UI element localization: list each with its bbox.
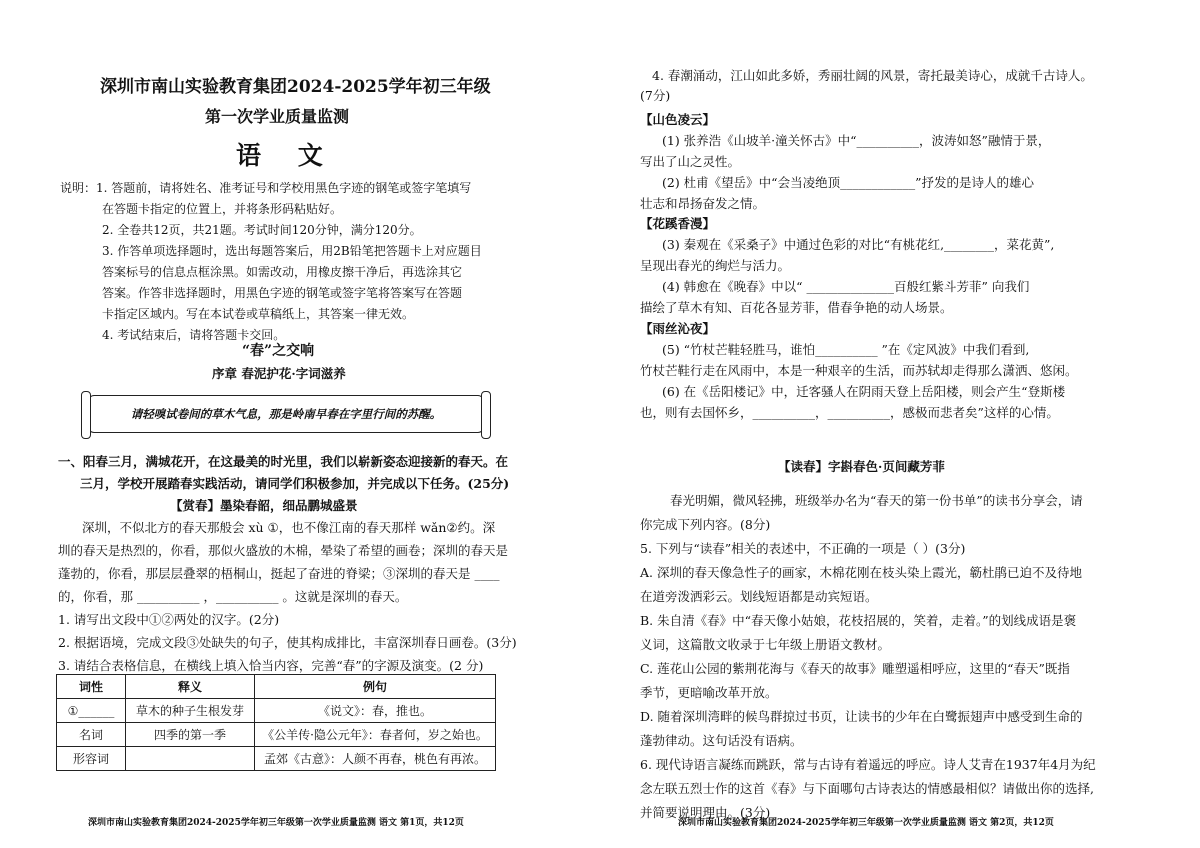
option-b: B. 朱自清《春》中“春天像小姑娘，花枝招展的，笑着，走着。”的划线成语是褒 [640, 613, 1077, 628]
table-row [57, 723, 496, 747]
question-2: 2. 根据语境，完成文段③处缺失的句子，使其构成排比，丰富深圳春日画卷。(3分) [58, 635, 517, 650]
column-header: 词性 [57, 675, 126, 699]
table-cell: 名词 [57, 723, 126, 747]
column-header: 例句 [255, 675, 496, 699]
passage-line: 的，你看，那 __________ ，__________ 。这就是深圳的春天。 [58, 589, 408, 604]
question-1-intro: 一、阳春三月，满城花开，在这最美的时光里，我们以崭新姿态迎接新的春天。在 [58, 454, 509, 469]
note-line: 4. 考试结束后，请将答题卡交回。 [102, 328, 286, 342]
question-line: (1) 张养浩《山坡羊·潼关怀古》中“__________，波涛如怒”融情于景， [662, 133, 1051, 148]
section-title: “春”之交响 [242, 343, 315, 359]
note-line: 说明：1. 答题前，请将姓名、准考证号和学校用黑色字迹的钢笔或签字笔填写 [60, 181, 472, 195]
subsection-heading: 【赏春】墨染春韶，细品鹏城盛景 [170, 498, 358, 513]
subsection-heading: 【山色凌云】 [640, 112, 716, 127]
question-5: 5. 下列与“读春”相关的表述中，不正确的一项是（ ）(3分) [640, 541, 966, 556]
passage-line: 你完成下列内容。(8分) [640, 517, 771, 532]
question-line: 也，则有去国怀乡，__________，__________，感极而悲者矣”这样的心情。 [640, 405, 1059, 420]
subsection-heading: 【雨丝沁夜】 [640, 321, 716, 336]
note-line: 答案标号的信息点框涂黑。如需改动，用橡皮擦干净后，再选涂其它 [102, 265, 463, 279]
subsection-heading: 【花蹊香漫】 [640, 216, 716, 231]
question-line: (6) 在《岳阳楼记》中，迁客骚人在阴雨天登上岳阳楼，则会产生“登斯楼 [662, 384, 1066, 399]
scroll-banner [88, 395, 484, 433]
subsection-heading: 【读春】字斟春色·页间藏芳菲 [778, 459, 945, 474]
table-cell: 四季的第一季 [126, 723, 255, 747]
question-line: 呈现出春光的绚烂与活力。 [640, 258, 791, 273]
scroll-banner-text: 请轻嗅试卷间的草木气息，那是岭南早春在字里行间的苏醒。 [130, 407, 442, 421]
question-line: (4) 韩愈在《晚春》中以“ ______________百般红紫斗芳菲” 向我们 [662, 279, 1030, 294]
question-line: 写出了山之灵性。 [640, 154, 741, 169]
option-c-cont: 季节，更暗喻改革开放。 [640, 685, 778, 700]
option-b-cont: 义词，这篇散文收录于七年级上册语文教材。 [640, 637, 891, 652]
question-6-cont: 并简要说明理由。(3分) [640, 805, 771, 820]
column-header: 释义 [126, 675, 255, 699]
question-1-intro-cont: 三月，学校开展踏春实践活动，请同学们积极参加，并完成以下任务。(25分) [80, 476, 510, 491]
passage-line: 深圳，不似北方的春天那般会 xù ①，也不像江南的春天那样 wǎn②约。深 [82, 520, 496, 535]
question-line: 描绘了草木有知、百花各显芳菲，借春争艳的动人场景。 [640, 300, 953, 315]
question-6: 6. 现代诗语言凝练而跳跃，常与古诗有着遥远的呼应。诗人艾青在1937年4月为纪 [640, 757, 1096, 772]
question-line: (5) “竹杖芒鞋轻胜马，谁怕__________ ”在《定风波》中我们看到, [662, 342, 1030, 357]
section-subtitle: 序章 春泥护花·字词滋养 [212, 366, 346, 381]
question-line: 壮志和昂扬奋发之情。 [640, 196, 766, 211]
note-line: 答案。作答非选择题时，用黑色字迹的钢笔或签字笔将答案写在答题 [102, 286, 463, 300]
question-line: (3) 秦观在《采桑子》中通过色彩的对比“有桃花红,________，菜花黄”, [662, 237, 1055, 252]
note-line: 在答题卡指定的位置上，并将条形码粘贴好。 [102, 202, 343, 216]
option-d: D. 随着深圳湾畔的候鸟群掠过书页，让读书的少年在白鹭振翅声中感受到生命的 [640, 709, 1083, 724]
table-header-row [57, 675, 496, 699]
exam-page-2 [600, 0, 1200, 848]
table-row [57, 747, 496, 771]
table-cell: 《说文》：春，推也。 [255, 699, 496, 723]
exam-title-line1: 深圳市南山实验教育集团2024-2025学年初三年级 [100, 77, 491, 97]
option-d-cont: 蓬勃律动。这句话没有语病。 [640, 733, 803, 748]
page-footer: 深圳市南山实验教育集团2024-2025学年初三年级第一次学业质量监测 语文 第2页，共12页 [678, 818, 1054, 828]
note-line: 卡指定区域内。写在本试卷或草稿纸上，其答案一律无效。 [102, 307, 415, 321]
note-line: 3. 作答单项选择题时，选出每题答案后，用2B铅笔把答题卡上对应题目 [102, 244, 482, 258]
passage-line: 圳的春天是热烈的，你看，那似火盛放的木棉，晕染了希望的画卷；深圳的春天是 [58, 543, 509, 558]
table-cell: ①______ [57, 699, 126, 723]
passage-line: 蓬勃的，你看，那层层叠翠的梧桐山，挺起了奋进的脊梁；③深圳的春天是 ____ [58, 566, 500, 581]
question-line: (2) 杜甫《望岳》中“会当凌绝顶____________”抒发的是诗人的雄心 [662, 175, 1034, 190]
note-line: 2. 全卷共12页，共21题。考试时间120分钟，满分120分。 [102, 223, 422, 237]
question-4: 4. 春潮涌动，江山如此多娇，秀丽壮阔的风景，寄托最美诗心，成就千古诗人。 [652, 68, 1093, 83]
option-c: C. 莲花山公园的紫荆花海与《春天的故事》雕塑遥相呼应，这里的“春天”既指 [640, 661, 1070, 676]
passage-line: 春光明媚，微风轻拂，班级举办名为“春天的第一份书单”的读书分享会，请 [670, 493, 1083, 508]
word-origin-table [56, 674, 496, 771]
exam-subject: 语 文 [236, 141, 337, 170]
question-3: 3. 请结合表格信息，在横线上填入恰当内容，完善“春”的字源及演变。(2 分) [58, 658, 484, 673]
page-footer: 深圳市南山实验教育集团2024-2025学年初三年级第一次学业质量监测 语文 第1页，共12页 [88, 818, 464, 828]
exam-page-1 [0, 0, 590, 848]
question-6-cont: 念左联五烈士作的这首《春》与下面哪句古诗表达的情感最相似？请做出你的选择, [640, 781, 1094, 796]
question-4-score: (7分) [640, 88, 671, 103]
option-a-cont: 在道旁泼洒彩云。划线短语都是动宾短语。 [640, 589, 878, 604]
table-cell: 孟郊《古意》：人颜不再春，桃色有再浓。 [255, 747, 496, 771]
option-a: A. 深圳的春天像急性子的画家，木棉花刚在枝头染上霞光，簕杜鹃已迫不及待地 [640, 565, 1082, 580]
table-cell [126, 747, 255, 771]
question-1: 1. 请写出文段中①②两处的汉字。(2分) [58, 612, 280, 627]
table-cell: 《公羊传·隐公元年》：春者何，岁之始也。 [255, 723, 496, 747]
question-line: 竹杖芒鞋行走在风雨中，本是一种艰辛的生活，而苏轼却走得那么潇洒、悠闲。 [640, 363, 1078, 378]
table-cell: 形容词 [57, 747, 126, 771]
exam-title-line2: 第一次学业质量监测 [205, 107, 350, 126]
table-cell: 草木的种子生根发芽 [126, 699, 255, 723]
table-row [57, 699, 496, 723]
